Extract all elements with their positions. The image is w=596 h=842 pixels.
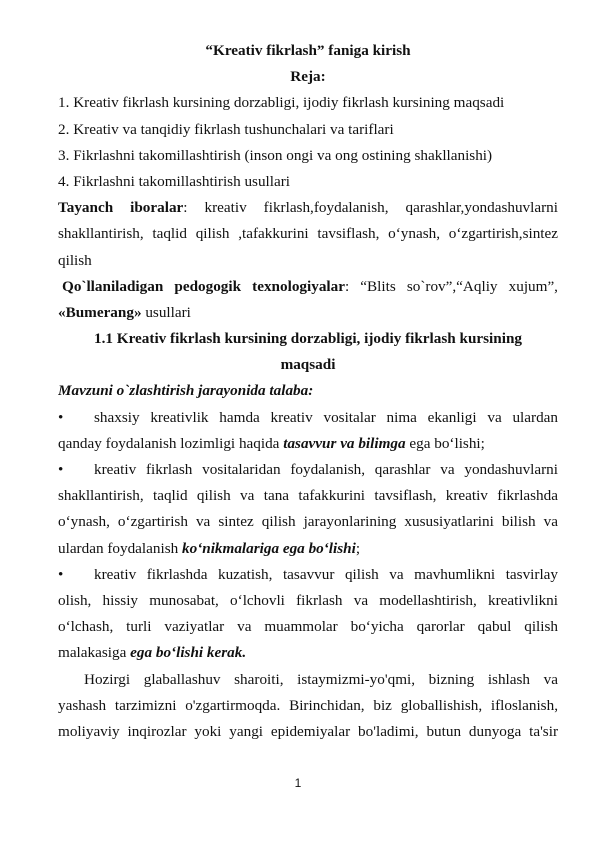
bullet-marker: • xyxy=(58,461,64,478)
plan-heading: Reja: xyxy=(290,68,326,86)
plan-item-4: 4. Fikrlashni takomillashtirish usullari xyxy=(58,172,291,190)
plan-item-3: 3. Fikrlashni takomillashtirish (inson ongi va ong ostining shakllanishi) xyxy=(58,146,493,164)
keywords-line-3: qilish xyxy=(58,251,92,269)
document-title: “Kreativ fikrlash” faniga kirish xyxy=(205,42,411,59)
keywords-label: Tayanch iboralar xyxy=(58,199,184,217)
plan-item-1: 1. Kreativ fikrlash kursining dorzabligi, ijodiy fikrlash kursining maqsadi xyxy=(58,94,505,112)
bullet-1-text-2: qanday foydalanish lozimligi haqida xyxy=(58,434,284,452)
bullet-2-line-1 xyxy=(58,457,558,483)
document-page xyxy=(58,38,558,745)
bullet-2-line-3: o‘ynash, o‘zgartirish va sintez qilish jarayonlarining xususiyatlarini bilish va xyxy=(58,513,558,531)
paragraph-line-2: yashash tarzimizni o'zgartirmoqda. Birinchidan, biz globallishish, ifloslanish, xyxy=(58,696,558,714)
technologies-text-1: : “Blits so`rov”,“Aqliy xujum”, xyxy=(344,277,558,295)
page-number: 1 xyxy=(294,776,302,790)
bullet-1-line-1 xyxy=(58,405,558,431)
technologies-bumerang: «Bumerang» xyxy=(58,303,142,321)
bullet-1-text-3: ega bo‘lishi; xyxy=(405,434,485,452)
subheading: Mavzuni o`zlashtirish jarayonida talaba: xyxy=(58,382,314,400)
bullet-1-line-2 xyxy=(58,431,558,457)
bullet-3-line-4 xyxy=(58,640,558,666)
bullet-2-emphasis: ko‘nikmalariga ega bo‘lishi xyxy=(182,539,356,557)
bullet-3-line-2: olish, hissiy munosabat, o‘lchovli fikrlash va modellashtirish, kreativlikni xyxy=(58,591,558,609)
paragraph-line-3: moliyaviy inqirozlar yoki yangi epidemiyalar bo'ladimi, butun dunyoga ta'sir xyxy=(58,722,558,740)
bullet-2-text-4: ulardan foydalanish xyxy=(58,539,182,557)
technologies-line-2 xyxy=(58,300,558,326)
bullet-3-line-1 xyxy=(58,562,558,588)
bullet-3-line-3: o‘lchash, turli vaziyatlar va muammolar bo‘yicha qarorlar qabul qilish xyxy=(58,618,558,636)
keywords-text-1: : kreativ fikrlash,foydalanish, qarashlar,yondashuvlarni xyxy=(183,199,558,217)
keywords-line-2: shakllantirish, taqlid qilish ,tafakkurini tavsiflash, o‘ynash, o‘zgartirish,sintez xyxy=(58,225,558,243)
section-heading-line-2: maqsadi xyxy=(280,356,336,374)
technologies-label: Qo`llaniladigan pedogogik texnologiyalar xyxy=(62,277,345,295)
section-heading-line-1: 1.1 Kreativ fikrlash kursining dorzabligi, ijodiy fikrlash kursining xyxy=(93,330,522,348)
paragraph-line-1: Hozirgi glaballashuv sharoiti, istaymizmi-yo'qmi, bizning ishlash va xyxy=(84,670,558,688)
bullet-marker: • xyxy=(58,565,64,583)
bullet-2-line-4 xyxy=(58,536,558,562)
bullet-3-emphasis: ega bo‘lishi kerak. xyxy=(130,644,247,662)
bullet-2-text: kreativ fikrlash vositalaridan foydalanish, qarashlar va yondashuvlarni xyxy=(94,461,558,478)
plan-item-2: 2. Kreativ va tanqidiy fikrlash tushunchalari va tariflari xyxy=(58,120,394,138)
bullet-2-line-2: shakllantirish, taqlid qilish va tana tafakkurini tavsiflash, kreativ fikrlashda xyxy=(58,487,558,505)
bullet-1-text: shaxsiy kreativlik hamda kreativ vositalar nima ekanligi va ulardan xyxy=(94,408,558,426)
bullet-3-text: kreativ fikrlashda kuzatish, tasavvur qilish va mavhumlikni tasvirlay xyxy=(94,565,558,583)
technologies-text-2: usullari xyxy=(141,303,191,321)
bullet-3-text-4: malakasiga xyxy=(58,644,131,662)
bullet-2-text-5: ; xyxy=(355,539,361,557)
bullet-marker: • xyxy=(58,408,64,426)
technologies-line-1 xyxy=(58,274,558,300)
keywords-line-1 xyxy=(58,195,558,221)
bullet-1-emphasis: tasavvur va bilimga xyxy=(283,434,406,452)
